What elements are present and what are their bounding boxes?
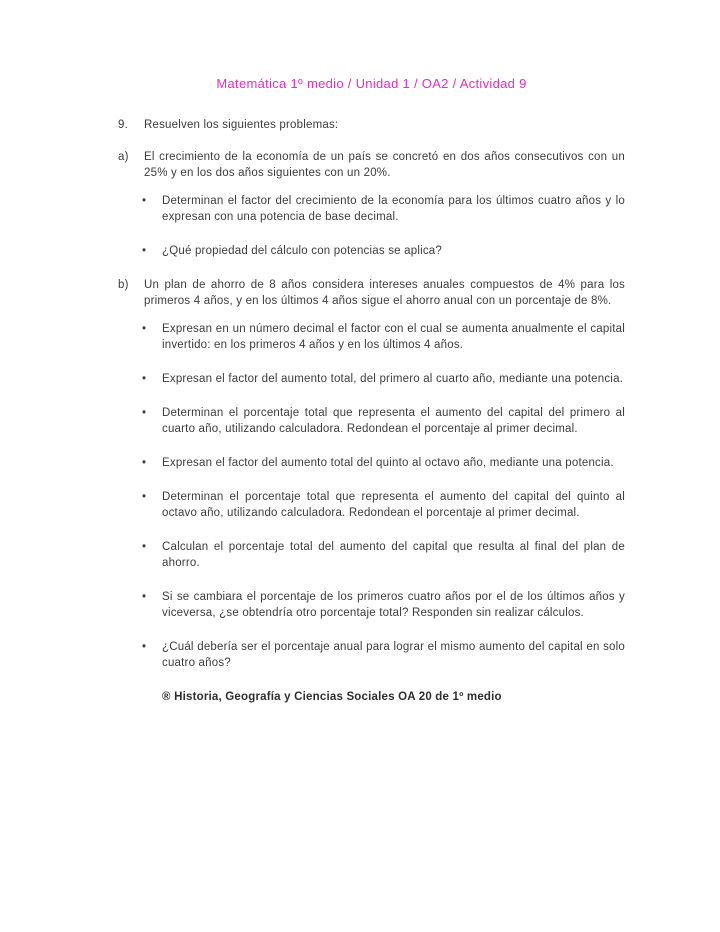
bullet-text: ¿Qué propiedad del cálculo con potencias se aplica? [162,245,442,257]
bullet-item [142,455,625,471]
bullet-item [142,589,625,621]
bullet-item [142,321,625,353]
bullet-text: Determinan el factor del crecimiento de la economía para los últimos cuatro años y lo expresan con una potencia de base decimal. [162,195,625,223]
bullet-text: Si se cambiara el porcentaje de los primeros cuatro años por el de los últimos años y viceversa, ¿se obtendría otro porcentaje total? Responden sin realizar cálculos. [162,591,625,619]
exercise-number: 9. [118,119,128,131]
bullet-item [142,371,625,387]
problem-a-bullets [118,193,625,259]
bullet-text: Calculan el porcentaje total del aumento del capital que resulta al final del plan de ahorro. [162,541,625,569]
problem-a-label: a) [118,151,129,163]
bullet-item [142,193,625,225]
bullet-item [142,639,625,671]
bullet-text: Determinan el porcentaje total que representa el aumento del capital del primero al cuarto año, utilizando calculadora. Redondean el porcentaje al primer decimal. [162,407,625,435]
problem-b-text: Un plan de ahorro de 8 años considera intereses anuales compuestos de 4% para los primeros 4 años, y en los últimos 4 años sigue el ahorro anual con un porcentaje de 8%. [144,279,625,307]
bullet-text: Expresan el factor del aumento total, del primero al cuarto año, mediante una potencia. [162,373,624,385]
problem-b-label: b) [118,279,129,291]
bullet-item [142,243,625,259]
bullet-text: Expresan el factor del aumento total del quinto al octavo año, mediante una potencia. [162,457,614,469]
exercise-heading [118,117,625,133]
problem-a-text: El crecimiento de la economía de un país se concretó en dos años consecutivos con un 25% y en los dos años siguientes con un 20%. [144,151,625,179]
footer-credit: ® Historia, Geografía y Ciencias Sociales OA 20 de 1º medio [162,691,502,703]
bullet-item [142,489,625,521]
problem-b [118,277,625,309]
problem-a [118,149,625,181]
bullet-text: Expresan en un número decimal el factor con el cual se aumenta anualmente el capital invertido: en los primeros 4 años y en los últimos 4 años. [162,323,625,351]
exercise-prompt: Resuelven los siguientes problemas: [144,119,339,131]
bullet-item [142,405,625,437]
problem-b-bullets [118,321,625,671]
bullet-text: Determinan el porcentaje total que representa el aumento del capital del quinto al octavo año, utilizando calculadora. Redondean el porcentaje al primer decimal. [162,491,625,519]
document-title: Matemática 1º medio / Unidad 1 / OA2 / Actividad 9 [216,76,527,91]
bullet-item [142,539,625,571]
bullet-text: ¿Cuál debería ser el porcentaje anual para lograr el mismo aumento del capital en solo cuatro años? [162,641,625,669]
